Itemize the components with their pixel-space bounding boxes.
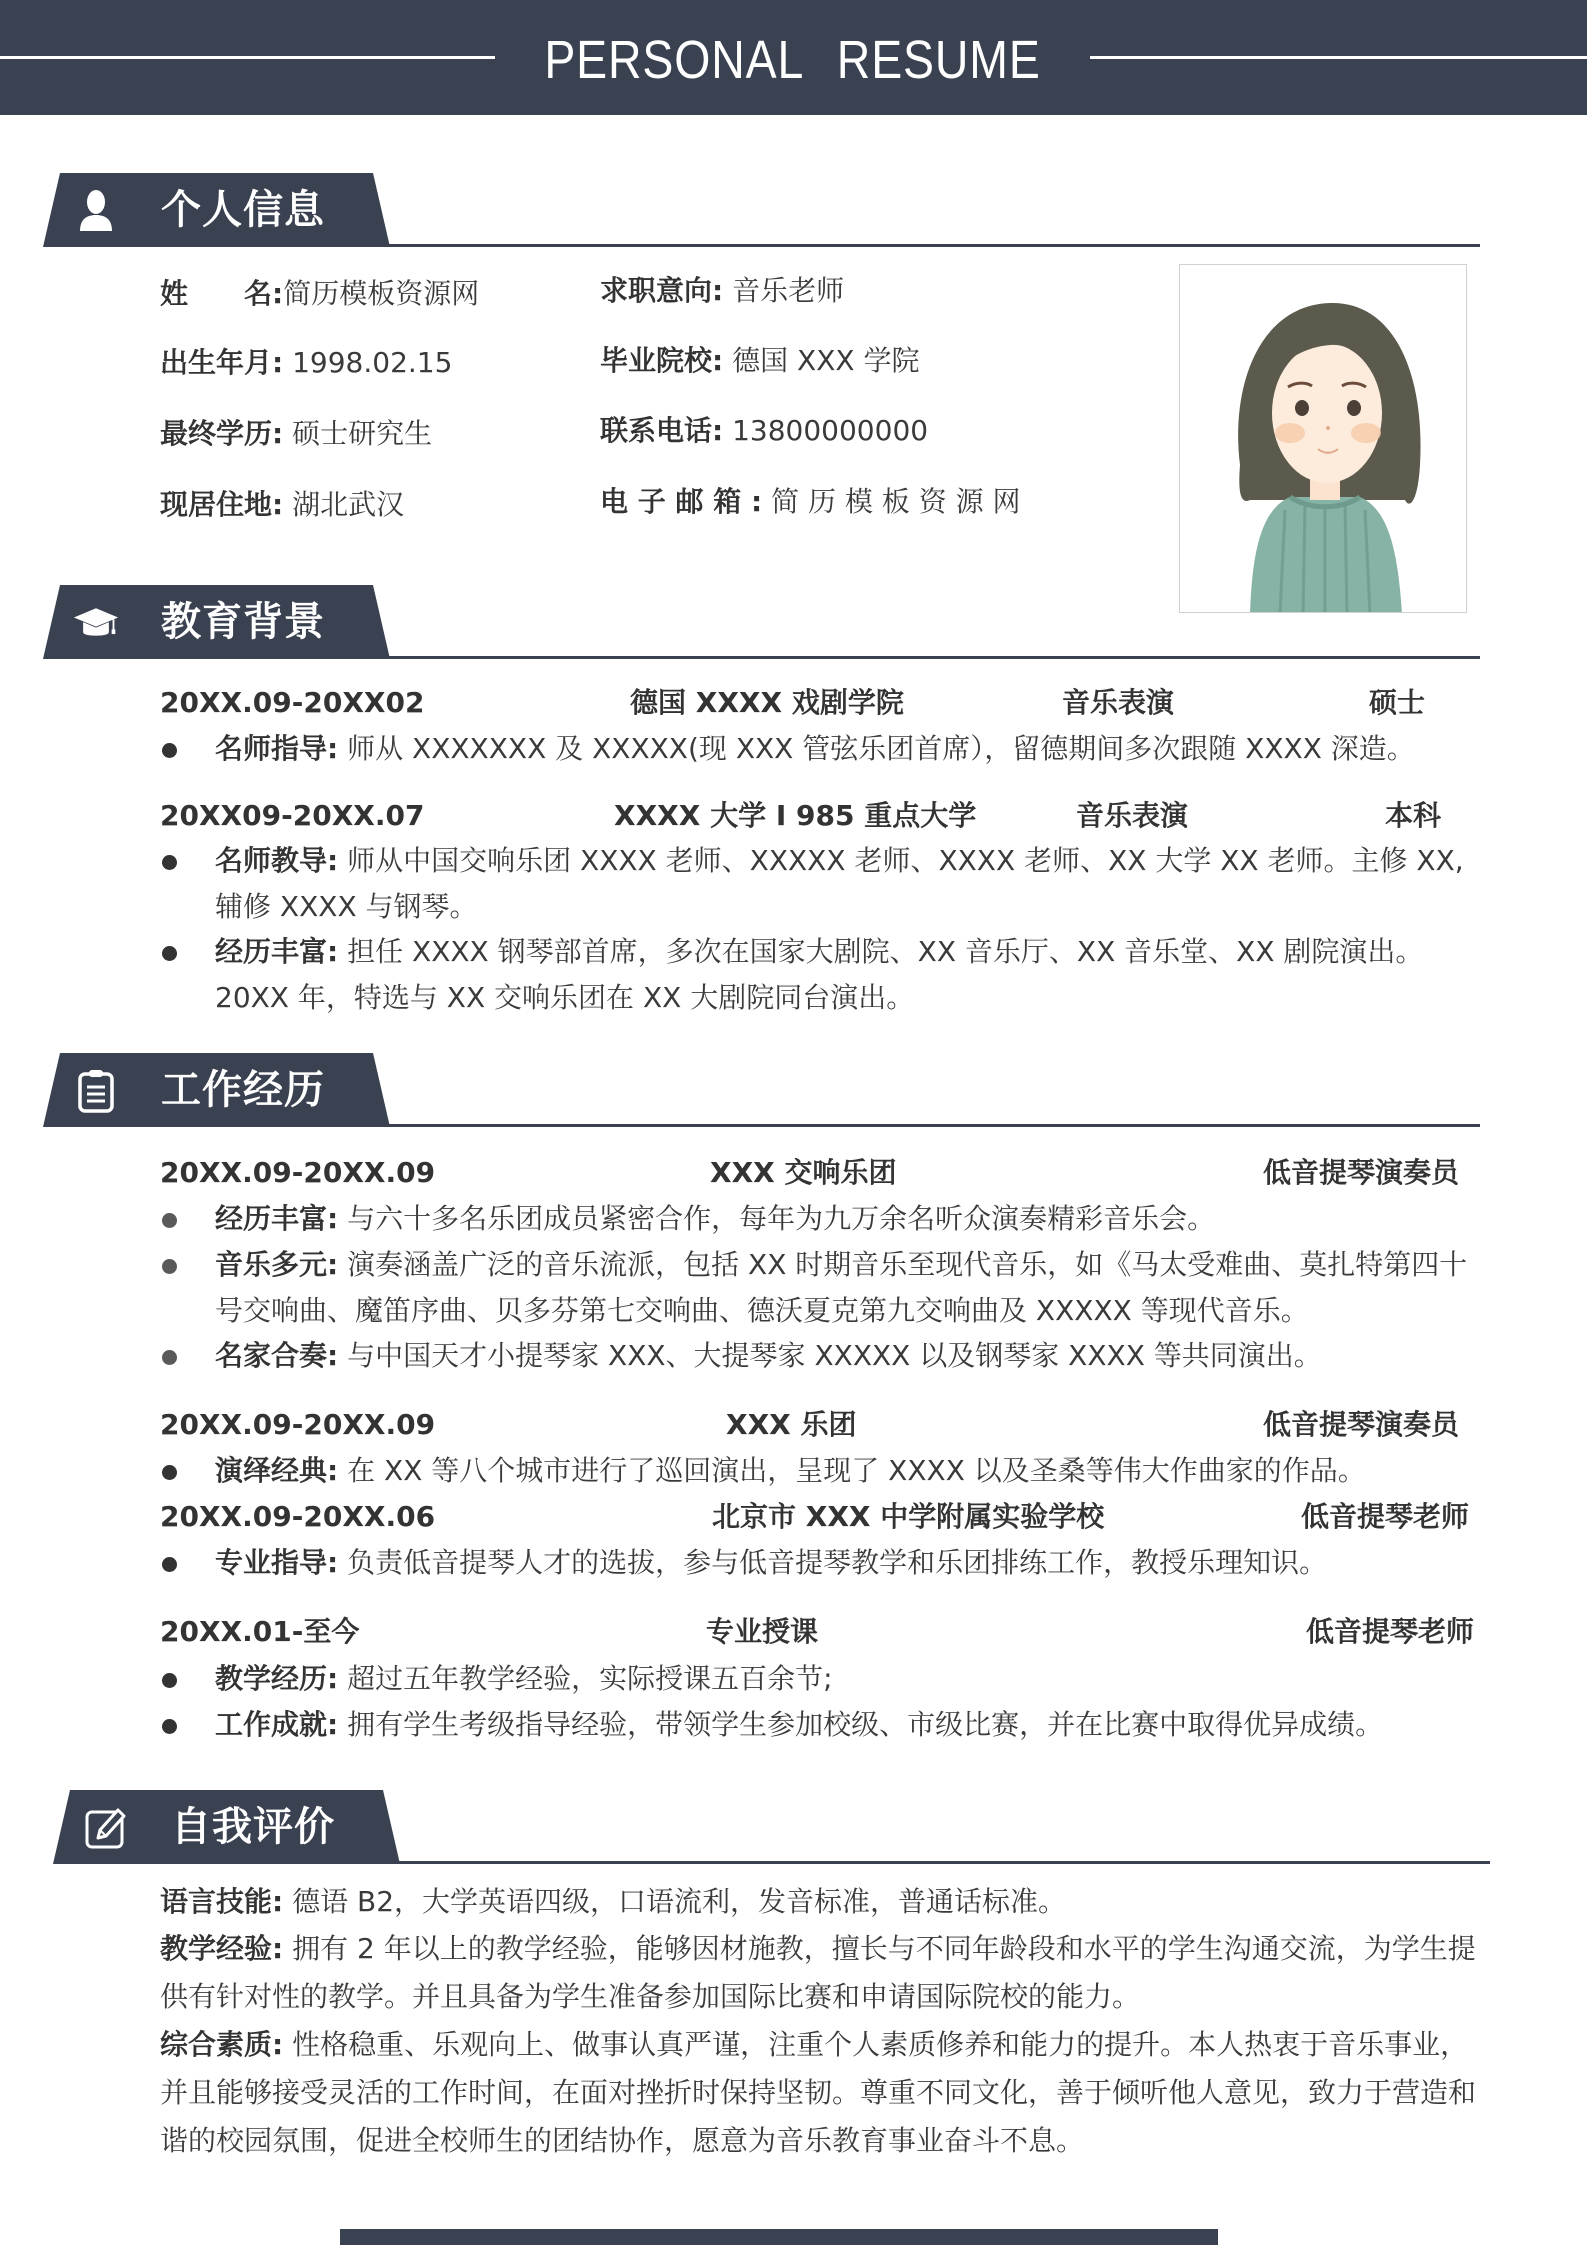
info-label: 出生年月: (160, 346, 284, 379)
info-name (160, 274, 479, 314)
info-job-intent (600, 271, 844, 311)
bullet-label: 演绎经典: (215, 1454, 339, 1487)
graduation-cap-icon (73, 600, 119, 646)
info-school (600, 341, 919, 381)
bullet-label: 名家合奏: (215, 1339, 339, 1372)
profile-photo (1179, 264, 1467, 613)
bullet-text: 拥有学生考级指导经验，带领学生参加校级、市级比赛，并在比赛中取得优异成绩。 (347, 1708, 1384, 1741)
section-title: 教育背景 (161, 599, 325, 645)
info-label: 毕业院校: (600, 344, 724, 377)
bullet-label: 名师指导: (215, 732, 339, 765)
edu-date: 20XX.09-20XX02 (160, 686, 425, 719)
header-bar (0, 0, 1587, 115)
work-entry-header (160, 1405, 1485, 1445)
info-label: 现居住地: (160, 488, 284, 521)
bullet-text: 担任 XXXX 钢琴部首席，多次在国家大剧院、XX 音乐厅、XX 音乐堂、XX 剧院演出。20XX 年，特选与 XX 交响乐团在 XX 大剧院同台演出。 (215, 935, 1424, 1014)
bullet-icon (162, 855, 177, 870)
para-label: 语言技能: (160, 1885, 284, 1918)
info-value: 13800000000 (732, 414, 929, 447)
list-item (160, 838, 1490, 930)
edu-major: 音乐表演 (1076, 799, 1189, 832)
section-header-education (43, 585, 1480, 659)
section-title: 自我评价 (171, 1804, 335, 1850)
list-item (160, 1540, 1490, 1586)
list-item (160, 1242, 1490, 1334)
section-rule (383, 656, 1480, 659)
bullet-icon (162, 1465, 177, 1480)
section-header-work (43, 1053, 1480, 1127)
education-entry-header (160, 683, 1485, 723)
bullet-icon (162, 1719, 177, 1734)
bullet-label: 名师教导: (215, 844, 339, 877)
bullet-text: 与六十多名乐团成员紧密合作，每年为九万余名听众演奏精彩音乐会。 (347, 1202, 1216, 1235)
edu-school: XXXX 大学 I 985 重点大学 (614, 799, 977, 832)
info-value: 湖北武汉 (292, 488, 405, 521)
bullet-text: 师从中国交响乐团 XXXX 老师、XXXXX 老师、XXXX 老师、XX 大学 XX 老师。主修 XX, 辅修 XXXX 与钢琴。 (215, 844, 1464, 923)
education-entry-header (160, 796, 1485, 836)
bullet-text: 演奏涵盖广泛的音乐流派，包括 XX 时期音乐至现代音乐，如《马太受难曲、莫扎特第四十号交响曲、魔笛序曲、贝多芬第七交响曲、德沃夏克第九交响曲及 XXXXX 等现代音乐。 (215, 1248, 1468, 1327)
bullet-label: 经历丰富: (215, 935, 339, 968)
section-header-self-evaluation (53, 1790, 1490, 1864)
section-rule (383, 244, 1480, 247)
bullet-label: 经历丰富: (215, 1202, 339, 1235)
section-rule (383, 1124, 1480, 1127)
bullet-icon (162, 1259, 177, 1274)
info-address (160, 485, 404, 525)
section-title: 工作经历 (161, 1067, 325, 1113)
bullet-icon (162, 1673, 177, 1688)
work-date: 20XX.09-20XX.06 (160, 1500, 436, 1533)
para-label: 教学经验: (160, 1932, 284, 1965)
work-entry-header (160, 1153, 1485, 1193)
bullet-text: 负责低音提琴人才的选拔，参与低音提琴教学和乐团排练工作，教授乐理知识。 (347, 1546, 1328, 1579)
work-role: 低音提琴演奏员 (1263, 1156, 1460, 1189)
info-birth (160, 343, 452, 383)
edu-school: 德国 XXXX 戏剧学院 (630, 686, 904, 719)
info-value: 音乐老师 (732, 274, 845, 307)
bullet-icon (162, 1557, 177, 1572)
para-text: 德语 B2，大学英语四级，口语流利，发音标准，普通话标准。 (292, 1885, 1067, 1918)
footer-bar (340, 2229, 1218, 2245)
bullet-label: 音乐多元: (215, 1248, 339, 1281)
para-text: 拥有 2 年以上的教学经验，能够因材施教，擅长与不同年龄段和水平的学生沟通交流，为学生提供有针对性的教学。并且具备为学生准备参加国际比赛和申请国际院校的能力。 (160, 1932, 1476, 2013)
info-value: 1998.02.15 (292, 346, 453, 379)
clipboard-icon (73, 1068, 119, 1114)
work-date: 20XX.01-至今 (160, 1615, 360, 1648)
bullet-label: 工作成就: (215, 1708, 339, 1741)
page-title: PERSONAL RESUME (544, 30, 1041, 90)
info-label: 电 子 邮 箱 : (600, 485, 763, 518)
list-item (160, 1702, 1490, 1748)
work-entry-header (160, 1612, 1485, 1652)
self-eval-language (160, 1878, 1485, 1926)
bullet-text: 超过五年教学经验，实际授课五百余节; (347, 1662, 833, 1695)
edu-degree: 硕士 (1369, 686, 1426, 719)
user-icon (73, 188, 119, 234)
work-entry-header (160, 1497, 1485, 1537)
header-line-right (1090, 56, 1587, 59)
work-org: XXX 乐团 (726, 1408, 857, 1441)
work-role: 低音提琴老师 (1301, 1500, 1470, 1533)
bullet-icon (162, 1213, 177, 1228)
edu-date: 20XX09-20XX.07 (160, 799, 425, 832)
work-date: 20XX.09-20XX.09 (160, 1408, 436, 1441)
list-item (160, 1333, 1490, 1379)
work-role: 低音提琴老师 (1306, 1615, 1475, 1648)
self-eval-overall (160, 2021, 1485, 2165)
info-value: 硕士研究生 (292, 417, 433, 450)
bullet-icon (162, 743, 177, 758)
self-eval-teaching (160, 1925, 1485, 2021)
info-value: 简 历 模 板 资 源 网 (771, 485, 1021, 518)
list-item (160, 726, 1490, 772)
info-email (600, 482, 1021, 522)
section-title: 个人信息 (161, 187, 325, 233)
edit-icon (83, 1805, 129, 1851)
list-item (160, 1656, 1490, 1702)
work-org: 北京市 XXX 中学附属实验学校 (712, 1500, 1105, 1533)
info-value: 简历模板资源网 (283, 277, 480, 310)
work-date: 20XX.09-20XX.09 (160, 1156, 436, 1189)
section-rule (393, 1861, 1490, 1864)
work-org: 专业授课 (706, 1615, 819, 1648)
para-text: 性格稳重、乐观向上、做事认真严谨，注重个人素质修养和能力的提升。本人热衷于音乐事业，并且能够接受灵活的工作时间，在面对挫折时保持坚韧。尊重不同文化，善于倾听他人意见，致力于营造和谐的校园氛围，促进全校师生的团结协作，愿意为音乐教育事业奋斗不息。 (160, 2028, 1477, 2157)
bullet-text: 与中国天才小提琴家 XXX、大提琴家 XXXXX 以及钢琴家 XXXX 等共同演出。 (347, 1339, 1322, 1372)
info-label: 联系电话: (600, 414, 724, 447)
bullet-label: 专业指导: (215, 1546, 339, 1579)
bullet-icon (162, 1350, 177, 1365)
section-header-personal (43, 173, 1480, 247)
edu-major: 音乐表演 (1062, 686, 1175, 719)
list-item (160, 929, 1490, 1021)
header-line-left (0, 56, 495, 59)
info-label: 求职意向: (600, 274, 724, 307)
info-value: 德国 XXX 学院 (732, 344, 920, 377)
list-item (160, 1196, 1490, 1242)
info-education (160, 414, 432, 454)
edu-degree: 本科 (1385, 799, 1442, 832)
info-label: 最终学历: (160, 417, 284, 450)
info-label: 姓 名: (160, 277, 284, 310)
work-org: XXX 交响乐团 (710, 1156, 897, 1189)
bullet-text: 在 XX 等八个城市进行了巡回演出，呈现了 XXXX 以及圣桑等伟大作曲家的作品。 (347, 1454, 1366, 1487)
list-item (160, 1448, 1490, 1494)
work-role: 低音提琴演奏员 (1263, 1408, 1460, 1441)
bullet-label: 教学经历: (215, 1662, 339, 1695)
info-phone (600, 411, 928, 451)
para-label: 综合素质: (160, 2028, 284, 2061)
bullet-text: 师从 XXXXXXX 及 XXXXX(现 XXX 管弦乐团首席），留德期间多次跟随 XXXX 深造。 (347, 732, 1415, 765)
bullet-icon (162, 946, 177, 961)
